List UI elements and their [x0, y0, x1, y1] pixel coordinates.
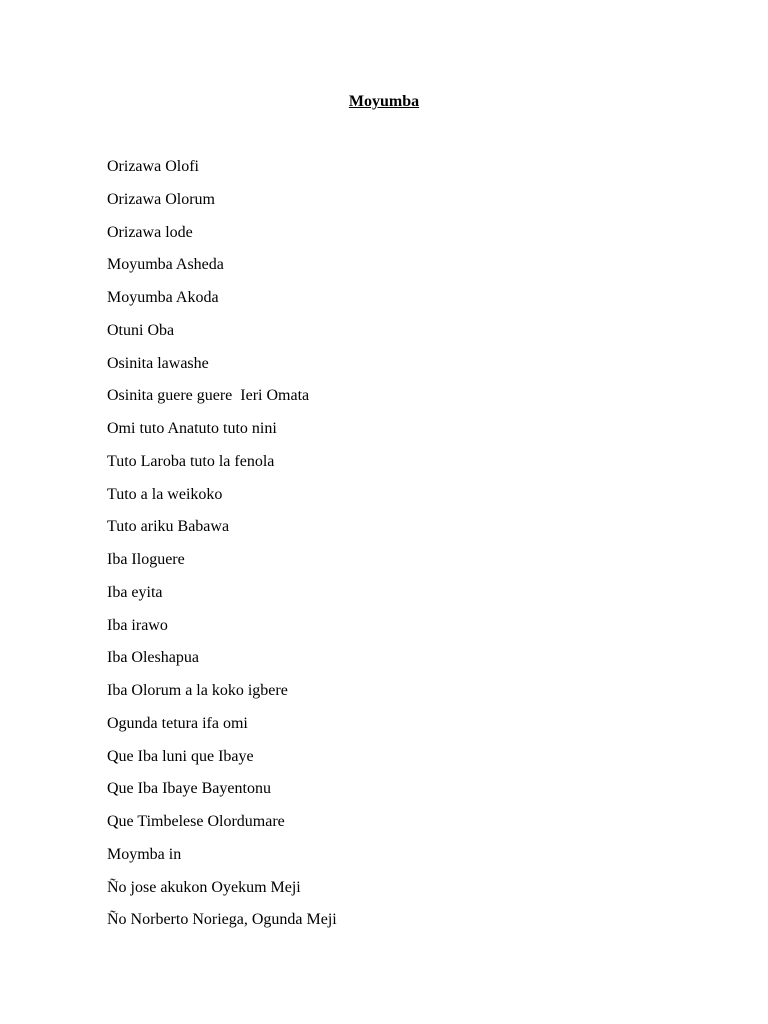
document-title: Moyumba: [348, 93, 420, 110]
text-line: Tuto Laroba tuto la fenola: [107, 452, 275, 470]
text-line: Ño Norberto Noriega, Ogunda Meji: [107, 911, 337, 929]
text-line: Orizawa lode: [107, 223, 193, 241]
text-line: Que Iba luni que Ibaye: [107, 747, 254, 765]
text-line: Ño jose akukon Oyekum Meji: [107, 878, 301, 896]
text-line: Moymba in: [107, 845, 182, 863]
text-line: Iba Iloguere: [107, 551, 185, 568]
text-line: Orizawa Olorum: [107, 190, 215, 208]
text-line: Osinita guere guere Ieri Omata: [107, 387, 310, 405]
text-line: Que Timbelese Olordumare: [107, 813, 285, 830]
text-line: Moyumba Asheda: [107, 256, 224, 274]
text-line: Que Iba Ibaye Bayentonu: [107, 780, 271, 798]
prayer-lines: [107, 157, 337, 943]
text-line: Orizawa Olofi: [107, 158, 199, 175]
text-line: Ogunda tetura ifa omi: [107, 714, 248, 732]
text-line: Moyumba Akoda: [107, 289, 219, 306]
text-line: Otuni Oba: [107, 321, 175, 339]
text-line: Iba irawo: [107, 616, 168, 634]
text-line: Tuto a la weikoko: [107, 485, 223, 503]
text-line: Iba eyita: [107, 583, 163, 601]
text-line: Osinita lawashe: [107, 354, 209, 372]
text-line: Iba Olorum a la koko igbere: [107, 682, 288, 699]
text-line: Omi tuto Anatuto tuto nini: [107, 420, 277, 437]
text-line: Iba Oleshapua: [107, 649, 199, 667]
text-line: Tuto ariku Babawa: [107, 518, 230, 536]
